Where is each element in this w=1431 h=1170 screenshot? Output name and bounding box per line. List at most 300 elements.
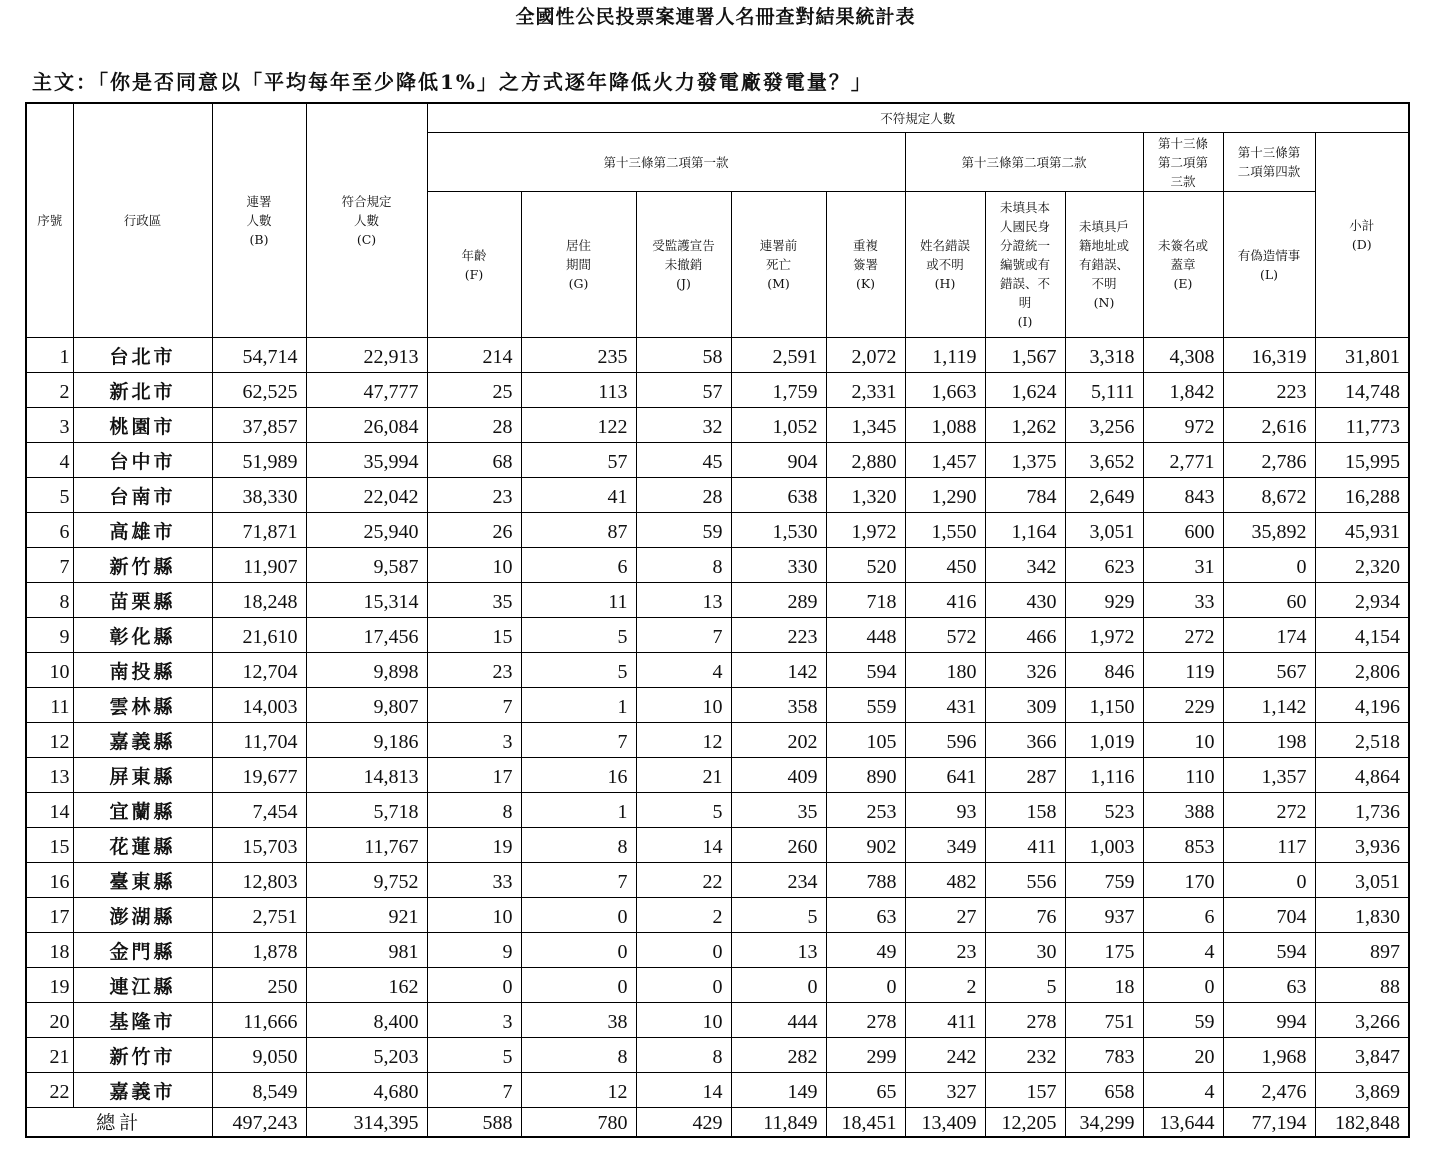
value-cell: 14,813 <box>306 758 427 793</box>
value-cell: 4 <box>1143 1073 1223 1108</box>
value-cell: 326 <box>985 653 1065 688</box>
region-cell: 桃園市 <box>73 408 212 443</box>
value-cell: 904 <box>731 443 826 478</box>
value-cell: 278 <box>826 1003 905 1038</box>
value-cell: 16,288 <box>1315 478 1409 513</box>
value-cell: 175 <box>1065 933 1143 968</box>
value-cell: 10 <box>636 688 731 723</box>
region-cell: 苗栗縣 <box>73 583 212 618</box>
value-cell: 11,666 <box>212 1003 306 1038</box>
region-cell: 花蓮縣 <box>73 828 212 863</box>
value-cell: 430 <box>985 583 1065 618</box>
value-cell: 9,807 <box>306 688 427 723</box>
value-cell: 22 <box>636 863 731 898</box>
table-row <box>26 478 1409 513</box>
value-cell: 38 <box>521 1003 636 1038</box>
seq-cell: 21 <box>26 1038 73 1073</box>
value-cell: 299 <box>826 1038 905 1073</box>
value-cell: 1,457 <box>905 443 985 478</box>
value-cell: 2 <box>636 898 731 933</box>
value-cell: 718 <box>826 583 905 618</box>
value-cell: 9,752 <box>306 863 427 898</box>
value-cell: 278 <box>985 1003 1065 1038</box>
value-cell: 12,803 <box>212 863 306 898</box>
value-cell: 520 <box>826 548 905 583</box>
value-cell: 33 <box>1143 583 1223 618</box>
region-cell: 屏東縣 <box>73 758 212 793</box>
seq-cell: 13 <box>26 758 73 793</box>
value-cell: 12 <box>521 1073 636 1108</box>
seq-cell: 18 <box>26 933 73 968</box>
header-seq: 序號 <box>26 103 73 338</box>
region-cell: 嘉義縣 <box>73 723 212 758</box>
value-cell: 7 <box>427 1073 521 1108</box>
table-row <box>26 1073 1409 1108</box>
table-row <box>26 758 1409 793</box>
value-cell: 2,616 <box>1223 408 1315 443</box>
header-valid: 符合規定 人數 (C) <box>306 103 427 338</box>
value-cell: 15,703 <box>212 828 306 863</box>
value-cell: 704 <box>1223 898 1315 933</box>
value-cell: 2,476 <box>1223 1073 1315 1108</box>
value-cell: 751 <box>1065 1003 1143 1038</box>
value-cell: 282 <box>731 1038 826 1073</box>
value-cell: 21 <box>636 758 731 793</box>
header-group-2: 第十三條第二項第二款 <box>905 133 1143 192</box>
value-cell: 202 <box>731 723 826 758</box>
value-cell: 3,256 <box>1065 408 1143 443</box>
table-row <box>26 338 1409 373</box>
table-row <box>26 1003 1409 1038</box>
value-cell: 6 <box>521 548 636 583</box>
value-cell: 7 <box>521 723 636 758</box>
value-cell: 0 <box>427 968 521 1003</box>
value-cell: 62,525 <box>212 373 306 408</box>
value-cell: 2,649 <box>1065 478 1143 513</box>
value-cell: 45,931 <box>1315 513 1409 548</box>
value-cell: 11,773 <box>1315 408 1409 443</box>
region-cell: 高雄市 <box>73 513 212 548</box>
seq-cell: 19 <box>26 968 73 1003</box>
header-group-3: 第十三條 第二項第 三款 <box>1143 133 1223 192</box>
value-cell: 2,518 <box>1315 723 1409 758</box>
value-cell: 59 <box>1143 1003 1223 1038</box>
value-cell: 1,150 <box>1065 688 1143 723</box>
value-cell: 23 <box>427 653 521 688</box>
value-cell: 158 <box>985 793 1065 828</box>
value-cell: 10 <box>427 548 521 583</box>
value-cell: 272 <box>1223 793 1315 828</box>
table-row <box>26 408 1409 443</box>
value-cell: 929 <box>1065 583 1143 618</box>
value-cell: 65 <box>826 1073 905 1108</box>
region-cell: 台中市 <box>73 443 212 478</box>
header-name-error: 姓名錯誤 或不明 (H) <box>905 192 985 338</box>
value-cell: 0 <box>521 933 636 968</box>
total-value-cell: 11,849 <box>731 1108 826 1138</box>
total-value-cell: 77,194 <box>1223 1108 1315 1138</box>
value-cell: 358 <box>731 688 826 723</box>
seq-cell: 4 <box>26 443 73 478</box>
region-cell: 澎湖縣 <box>73 898 212 933</box>
value-cell: 27 <box>905 898 985 933</box>
total-label: 總計 <box>26 1108 212 1138</box>
header-duplicate: 重複 簽署 (K) <box>826 192 905 338</box>
value-cell: 30 <box>985 933 1065 968</box>
value-cell: 0 <box>521 898 636 933</box>
value-cell: 1,842 <box>1143 373 1223 408</box>
value-cell: 15,314 <box>306 583 427 618</box>
value-cell: 623 <box>1065 548 1143 583</box>
seq-cell: 1 <box>26 338 73 373</box>
table-row <box>26 793 1409 828</box>
value-cell: 12 <box>636 723 731 758</box>
total-value-cell: 429 <box>636 1108 731 1138</box>
total-value-cell: 588 <box>427 1108 521 1138</box>
value-cell: 7 <box>427 688 521 723</box>
value-cell: 49 <box>826 933 905 968</box>
value-cell: 556 <box>985 863 1065 898</box>
total-value-cell: 13,644 <box>1143 1108 1223 1138</box>
value-cell: 31,801 <box>1315 338 1409 373</box>
value-cell: 3,051 <box>1315 863 1409 898</box>
value-cell: 1,530 <box>731 513 826 548</box>
value-cell: 23 <box>427 478 521 513</box>
value-cell: 466 <box>985 618 1065 653</box>
header-address-error: 未填具戶 籍地址或 有錯誤、 不明 (N) <box>1065 192 1143 338</box>
value-cell: 1,142 <box>1223 688 1315 723</box>
value-cell: 8 <box>636 548 731 583</box>
value-cell: 12,704 <box>212 653 306 688</box>
header-id-error: 未填具本 人國民身 分證統一 編號或有 錯誤、不 明 (I) <box>985 192 1065 338</box>
seq-cell: 9 <box>26 618 73 653</box>
value-cell: 981 <box>306 933 427 968</box>
value-cell: 2,591 <box>731 338 826 373</box>
value-cell: 1,878 <box>212 933 306 968</box>
table-row <box>26 618 1409 653</box>
value-cell: 444 <box>731 1003 826 1038</box>
value-cell: 93 <box>905 793 985 828</box>
value-cell: 1,357 <box>1223 758 1315 793</box>
value-cell: 4,154 <box>1315 618 1409 653</box>
value-cell: 6 <box>1143 898 1223 933</box>
region-cell: 台南市 <box>73 478 212 513</box>
value-cell: 5 <box>521 618 636 653</box>
value-cell: 4,864 <box>1315 758 1409 793</box>
value-cell: 3,847 <box>1315 1038 1409 1073</box>
value-cell: 4,680 <box>306 1073 427 1108</box>
value-cell: 0 <box>521 968 636 1003</box>
value-cell: 54,714 <box>212 338 306 373</box>
table-row <box>26 443 1409 478</box>
seq-cell: 17 <box>26 898 73 933</box>
value-cell: 902 <box>826 828 905 863</box>
header-region: 行政區 <box>73 103 212 338</box>
value-cell: 2,786 <box>1223 443 1315 478</box>
value-cell: 162 <box>306 968 427 1003</box>
value-cell: 1,624 <box>985 373 1065 408</box>
value-cell: 5 <box>636 793 731 828</box>
value-cell: 149 <box>731 1073 826 1108</box>
region-cell: 新竹縣 <box>73 548 212 583</box>
value-cell: 8 <box>521 1038 636 1073</box>
value-cell: 35 <box>731 793 826 828</box>
value-cell: 113 <box>521 373 636 408</box>
header-subtotal: 小計 (D) <box>1315 133 1409 338</box>
table-row <box>26 373 1409 408</box>
value-cell: 0 <box>731 968 826 1003</box>
value-cell: 19,677 <box>212 758 306 793</box>
value-cell: 28 <box>427 408 521 443</box>
value-cell: 9,186 <box>306 723 427 758</box>
value-cell: 5 <box>731 898 826 933</box>
value-cell: 1,550 <box>905 513 985 548</box>
total-value-cell: 12,205 <box>985 1108 1065 1138</box>
value-cell: 897 <box>1315 933 1409 968</box>
value-cell: 1,116 <box>1065 758 1143 793</box>
region-cell: 基隆市 <box>73 1003 212 1038</box>
value-cell: 122 <box>521 408 636 443</box>
total-value-cell: 13,409 <box>905 1108 985 1138</box>
value-cell: 21,610 <box>212 618 306 653</box>
value-cell: 482 <box>905 863 985 898</box>
value-cell: 3,936 <box>1315 828 1409 863</box>
seq-cell: 22 <box>26 1073 73 1108</box>
document-title: 全國性公民投票案連署人名冊查對結果統計表 <box>515 6 916 28</box>
value-cell: 142 <box>731 653 826 688</box>
value-cell: 58 <box>636 338 731 373</box>
value-cell: 0 <box>1223 548 1315 583</box>
value-cell: 110 <box>1143 758 1223 793</box>
seq-cell: 14 <box>26 793 73 828</box>
value-cell: 88 <box>1315 968 1409 1003</box>
total-value-cell: 34,299 <box>1065 1108 1143 1138</box>
value-cell: 411 <box>985 828 1065 863</box>
value-cell: 3 <box>427 1003 521 1038</box>
total-value-cell: 497,243 <box>212 1108 306 1138</box>
value-cell: 788 <box>826 863 905 898</box>
value-cell: 1,320 <box>826 478 905 513</box>
value-cell: 1,262 <box>985 408 1065 443</box>
value-cell: 2,806 <box>1315 653 1409 688</box>
value-cell: 57 <box>636 373 731 408</box>
value-cell: 223 <box>731 618 826 653</box>
value-cell: 1,968 <box>1223 1038 1315 1073</box>
table-row <box>26 513 1409 548</box>
value-cell: 5 <box>427 1038 521 1073</box>
value-cell: 1,663 <box>905 373 985 408</box>
value-cell: 1,119 <box>905 338 985 373</box>
value-cell: 759 <box>1065 863 1143 898</box>
value-cell: 63 <box>826 898 905 933</box>
value-cell: 14,003 <box>212 688 306 723</box>
value-cell: 1 <box>521 688 636 723</box>
seq-cell: 7 <box>26 548 73 583</box>
value-cell: 253 <box>826 793 905 828</box>
value-cell: 16 <box>521 758 636 793</box>
value-cell: 846 <box>1065 653 1143 688</box>
value-cell: 0 <box>636 933 731 968</box>
value-cell: 5,203 <box>306 1038 427 1073</box>
table-row <box>26 723 1409 758</box>
table-row <box>26 688 1409 723</box>
value-cell: 1,567 <box>985 338 1065 373</box>
seq-cell: 2 <box>26 373 73 408</box>
value-cell: 35,994 <box>306 443 427 478</box>
value-cell: 658 <box>1065 1073 1143 1108</box>
value-cell: 11 <box>521 583 636 618</box>
value-cell: 1,088 <box>905 408 985 443</box>
value-cell: 3,051 <box>1065 513 1143 548</box>
value-cell: 1,736 <box>1315 793 1409 828</box>
value-cell: 20 <box>1143 1038 1223 1073</box>
value-cell: 7 <box>521 863 636 898</box>
value-cell: 3,652 <box>1065 443 1143 478</box>
value-cell: 1,972 <box>1065 618 1143 653</box>
value-cell: 10 <box>1143 723 1223 758</box>
value-cell: 32 <box>636 408 731 443</box>
region-cell: 宜蘭縣 <box>73 793 212 828</box>
value-cell: 9,587 <box>306 548 427 583</box>
value-cell: 567 <box>1223 653 1315 688</box>
seq-cell: 5 <box>26 478 73 513</box>
value-cell: 2,934 <box>1315 583 1409 618</box>
value-cell: 4 <box>636 653 731 688</box>
value-cell: 5 <box>985 968 1065 1003</box>
value-cell: 35 <box>427 583 521 618</box>
header-age: 年齡 (F) <box>427 192 521 338</box>
value-cell: 9,050 <box>212 1038 306 1073</box>
value-cell: 157 <box>985 1073 1065 1108</box>
region-cell: 雲林縣 <box>73 688 212 723</box>
value-cell: 0 <box>1223 863 1315 898</box>
header-guardianship: 受監護宣告 未撤銷 (J) <box>636 192 731 338</box>
value-cell: 23 <box>905 933 985 968</box>
header-group-1: 第十三條第二項第一款 <box>427 133 905 192</box>
value-cell: 1,972 <box>826 513 905 548</box>
value-cell: 119 <box>1143 653 1223 688</box>
value-cell: 327 <box>905 1073 985 1108</box>
value-cell: 289 <box>731 583 826 618</box>
value-cell: 921 <box>306 898 427 933</box>
header-signers: 連署 人數 (B) <box>212 103 306 338</box>
value-cell: 937 <box>1065 898 1143 933</box>
value-cell: 25 <box>427 373 521 408</box>
value-cell: 1 <box>521 793 636 828</box>
value-cell: 8,549 <box>212 1073 306 1108</box>
value-cell: 7,454 <box>212 793 306 828</box>
value-cell: 1,345 <box>826 408 905 443</box>
value-cell: 41 <box>521 478 636 513</box>
value-cell: 45 <box>636 443 731 478</box>
proposal-text: 主文：「你是否同意以「平均每年至少降低1%」之方式逐年降低火力發電廠發電量？」 <box>32 70 873 94</box>
value-cell: 234 <box>731 863 826 898</box>
value-cell: 180 <box>905 653 985 688</box>
region-cell: 臺東縣 <box>73 863 212 898</box>
value-cell: 14 <box>636 828 731 863</box>
value-cell: 1,290 <box>905 478 985 513</box>
value-cell: 4,196 <box>1315 688 1409 723</box>
value-cell: 1,052 <box>731 408 826 443</box>
value-cell: 17 <box>427 758 521 793</box>
value-cell: 272 <box>1143 618 1223 653</box>
value-cell: 10 <box>427 898 521 933</box>
table-row <box>26 583 1409 618</box>
region-cell: 台北市 <box>73 338 212 373</box>
total-value-cell: 182,848 <box>1315 1108 1409 1138</box>
header-residence: 居住 期間 (G) <box>521 192 636 338</box>
value-cell: 2,771 <box>1143 443 1223 478</box>
value-cell: 68 <box>427 443 521 478</box>
value-cell: 641 <box>905 758 985 793</box>
value-cell: 0 <box>1143 968 1223 1003</box>
value-cell: 1,164 <box>985 513 1065 548</box>
value-cell: 18 <box>1065 968 1143 1003</box>
value-cell: 1,830 <box>1315 898 1409 933</box>
header-invalid: 不符規定人數 <box>427 103 1409 133</box>
value-cell: 3,869 <box>1315 1073 1409 1108</box>
value-cell: 594 <box>826 653 905 688</box>
value-cell: 17,456 <box>306 618 427 653</box>
total-value-cell: 780 <box>521 1108 636 1138</box>
value-cell: 57 <box>521 443 636 478</box>
value-cell: 117 <box>1223 828 1315 863</box>
value-cell: 3,318 <box>1065 338 1143 373</box>
value-cell: 10 <box>636 1003 731 1038</box>
value-cell: 60 <box>1223 583 1315 618</box>
table-row <box>26 933 1409 968</box>
value-cell: 31 <box>1143 548 1223 583</box>
table-row <box>26 653 1409 688</box>
value-cell: 214 <box>427 338 521 373</box>
table-row <box>26 968 1409 1003</box>
value-cell: 250 <box>212 968 306 1003</box>
value-cell: 232 <box>985 1038 1065 1073</box>
value-cell: 843 <box>1143 478 1223 513</box>
value-cell: 16,319 <box>1223 338 1315 373</box>
seq-cell: 11 <box>26 688 73 723</box>
value-cell: 366 <box>985 723 1065 758</box>
value-cell: 2,880 <box>826 443 905 478</box>
value-cell: 450 <box>905 548 985 583</box>
table-row <box>26 863 1409 898</box>
value-cell: 174 <box>1223 618 1315 653</box>
value-cell: 13 <box>731 933 826 968</box>
value-cell: 22,042 <box>306 478 427 513</box>
value-cell: 14 <box>636 1073 731 1108</box>
region-cell: 連江縣 <box>73 968 212 1003</box>
value-cell: 0 <box>636 968 731 1003</box>
value-cell: 342 <box>985 548 1065 583</box>
value-cell: 5,111 <box>1065 373 1143 408</box>
value-cell: 2,072 <box>826 338 905 373</box>
value-cell: 994 <box>1223 1003 1315 1038</box>
value-cell: 8,400 <box>306 1003 427 1038</box>
value-cell: 8 <box>521 828 636 863</box>
value-cell: 37,857 <box>212 408 306 443</box>
header-deceased: 連署前 死亡 (M) <box>731 192 826 338</box>
value-cell: 431 <box>905 688 985 723</box>
value-cell: 8 <box>636 1038 731 1073</box>
value-cell: 260 <box>731 828 826 863</box>
value-cell: 409 <box>731 758 826 793</box>
value-cell: 229 <box>1143 688 1223 723</box>
value-cell: 9 <box>427 933 521 968</box>
value-cell: 28 <box>636 478 731 513</box>
value-cell: 33 <box>427 863 521 898</box>
value-cell: 1,759 <box>731 373 826 408</box>
value-cell: 87 <box>521 513 636 548</box>
